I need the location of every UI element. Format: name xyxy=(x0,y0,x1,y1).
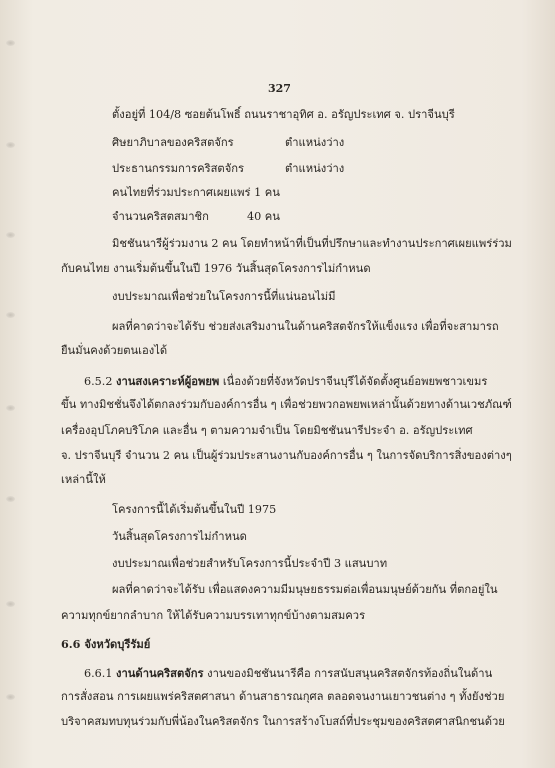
binding-hole xyxy=(6,694,15,700)
text-line: วันสิ้นสุดโครงการไม่กำหนด xyxy=(112,530,247,543)
text-line-label: จำนวนคริสตสมาชิก xyxy=(112,210,209,223)
section-title: งานด้านคริสตจักร xyxy=(116,666,204,680)
binding-hole xyxy=(6,232,15,238)
binding-hole xyxy=(6,312,15,318)
text-line: ยืนมั่นคงด้วยตนเองได้ xyxy=(61,344,168,357)
text-line: บริจาคสมทบทุนร่วมกับพี่น้องในคริสตจักร ในการสร้างโบสถ์ที่ประชุมของคริสตศาสนิกชนด้วย xyxy=(61,715,505,728)
text-line: ผลที่คาดว่าจะได้รับ เพื่อแสดงความมีมนุษยธรรมต่อเพื่อนมนุษย์ด้วยกัน ที่ตกอยู่ใน xyxy=(112,583,498,596)
text-line: คนไทยที่ร่วมประกาศเผยแพร่ 1 คน xyxy=(112,186,280,199)
text-line: เหล่านี้ให้ xyxy=(61,473,106,486)
binding-hole xyxy=(6,405,15,411)
binding-hole xyxy=(6,142,15,148)
text-line: ความทุกข์ยากลำบาก ให้ได้รับความบรรเทาทุกข์บ้างตามสมควร xyxy=(61,609,366,622)
section-number: 6.5.2 xyxy=(84,375,113,388)
text-line: เครื่องอุปโภคบริโภค และอื่น ๆ ตามความจำเป็น โดยมิชชันนารีประจำ อ. อรัญประเทศ xyxy=(61,424,473,437)
binding-hole xyxy=(6,601,15,607)
section-number: 6.6.1 xyxy=(84,667,113,680)
text-line-label: ศิษยาภิบาลของคริสตจักร xyxy=(112,136,234,149)
text-line: การสั่งสอน การเผยแพร่คริสตศาสนา ด้านสาธารณกุศล ตลอดจนงานเยาวชนต่าง ๆ ทั้งยังช่วย xyxy=(61,690,505,703)
section-text: งานของมิชชันนารีคือ การสนับสนุนคริสตจักรท้องถิ่นในด้าน xyxy=(207,667,493,680)
text-line: งบประมาณเพื่อช่วยสำหรับโครงการนี้ประจำปี 3 แสนบาท xyxy=(112,557,388,570)
text-line-value: 40 คน xyxy=(247,210,280,223)
text-line: จ. ปราจีนบุรี จำนวน 2 คน เป็นผู้ร่วมประสานงานกับองค์การอื่น ๆ ในการจัดบริการสิ่งของต่างๆ xyxy=(61,449,512,462)
binding-hole xyxy=(6,40,15,46)
page-number: 327 xyxy=(268,82,291,95)
text-line: ผลที่คาดว่าจะได้รับ ช่วยส่งเสริมงานในด้านคริสตจักรให้แข็งแรง เพื่อที่จะสามารถ xyxy=(112,320,499,333)
section-title: งานสงเคราะห์ผู้อพยพ xyxy=(116,374,220,388)
section-paragraph-start xyxy=(84,374,487,389)
section-heading: 6.6 จังหวัดบุรีรัมย์ xyxy=(61,637,151,651)
section-paragraph-start xyxy=(84,666,492,681)
text-line-value: ตำแหน่งว่าง xyxy=(285,162,345,175)
text-line-label: ประธานกรรมการคริสตจักร xyxy=(112,162,245,175)
section-text: เนื่องด้วยที่จังหวัดปราจีนบุรีได้จัดตั้งศูนย์อพยพชาวเขมร xyxy=(222,375,488,388)
text-line: กับคนไทย งานเริ่มต้นขึ้นในปี 1976 วันสิ้นสุดโครงการไม่กำหนด xyxy=(61,262,371,275)
binding-hole xyxy=(6,496,15,502)
text-line: โครงการนี้ได้เริ่มต้นขึ้นในปี 1975 xyxy=(112,503,277,516)
text-line: ขึ้น ทางมิชชั่นจึงได้ตกลงร่วมกับองค์การอื่น ๆ เพื่อช่วยพวกอพยพเหล่านั้นด้วยทางด้านเวชภัณฑ์ xyxy=(61,398,512,411)
text-line: ตั้งอยู่ที่ 104/8 ซอยต้นโพธิ์ ถนนราชาอุทิศ อ. อรัญประเทศ จ. ปราจีนบุรี xyxy=(112,108,455,121)
text-line: มิชชันนารีผู้ร่วมงาน 2 คน โดยทำหน้าที่เป็นที่ปรึกษาและทำงานประกาศเผยแพร่ร่วม xyxy=(112,237,512,250)
text-line-value: ตำแหน่งว่าง xyxy=(285,136,345,149)
text-line: งบประมาณเพื่อช่วยในโครงการนี้ที่แน่นอนไม่มี xyxy=(112,290,336,303)
